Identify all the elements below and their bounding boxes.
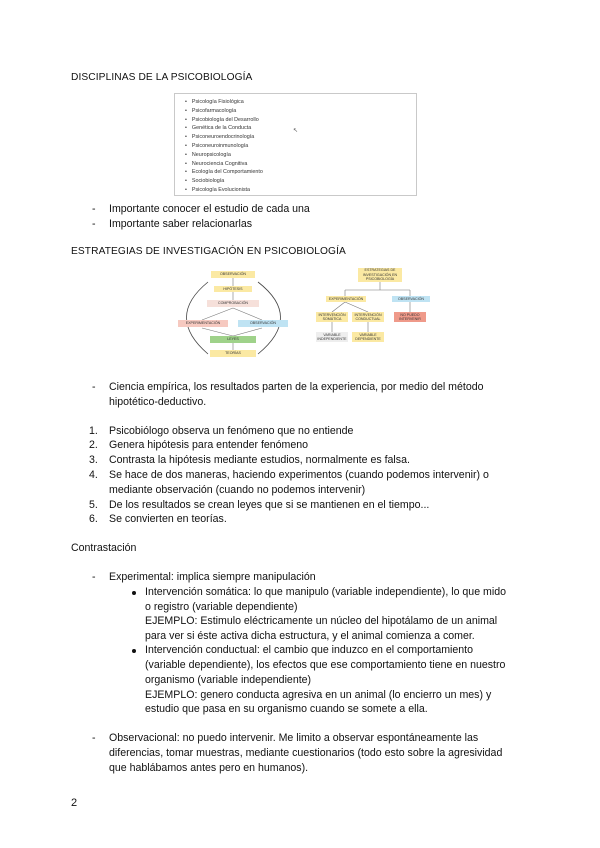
step-number: 2. [89, 439, 98, 451]
discipline-item: • Sociobiología [185, 177, 263, 186]
ciencia-line-2: hipotético-deductivo. [109, 396, 207, 408]
page-number: 2 [71, 797, 78, 809]
box-intervencion-somatica: INTERVENCIÓN SOMÁTICA [316, 312, 348, 322]
step-number: 3. [89, 454, 98, 466]
discipline-item: • Genética de la Conducta [185, 124, 263, 133]
discipline-item: • Psiconeuroinmunología [185, 142, 263, 151]
dash-marker: - [92, 732, 96, 744]
discipline-item: • Ecología del Comportamiento [185, 168, 263, 177]
bullet-importante-1: Importante conocer el estudio de cada una [109, 203, 310, 215]
bullet-dot [132, 649, 136, 653]
experimental-line: Experimental: implica siempre manipulación [109, 571, 316, 583]
heading-estrategias: ESTRATEGIAS DE INVESTIGACIÓN EN PSICOBIOLOGÍA [71, 246, 346, 257]
ciencia-line-1: Ciencia empírica, los resultados parten de la experiencia, por medio del método [109, 381, 484, 393]
somatica-line-1: Intervención somática: lo que manipulo (variable independiente), lo que mido [145, 586, 506, 598]
discipline-item: • Psicobiología del Desarrollo [185, 116, 263, 125]
heading-disciplinas: DISCIPLINAS DE LA PSICOBIOLOGÍA [71, 72, 253, 83]
step-number: 5. [89, 499, 98, 511]
dash-marker: - [92, 203, 96, 215]
diagram-lines [160, 262, 448, 360]
discipline-item: • Psicofarmacología [185, 107, 263, 116]
strategies-diagram [160, 262, 448, 360]
step-number: 1. [89, 425, 98, 437]
conductual-line-1: Intervención conductual: el cambio que induzco en el comportamiento [145, 644, 474, 656]
box-observacion-right: OBSERVACIÓN [392, 296, 430, 302]
dash-marker: - [92, 571, 96, 583]
disciplines-figure [174, 93, 417, 196]
step-number: 6. [89, 513, 98, 525]
step-4-line-1: Se hace de dos maneras, haciendo experimentos (cuando podemos intervenir) o [109, 469, 489, 481]
step-1: Psicobiólogo observa un fenómeno que no entiende [109, 425, 354, 437]
step-number: 4. [89, 469, 98, 481]
dash-marker: - [92, 218, 96, 230]
discipline-item: • Psiconeuroendocrinología [185, 133, 263, 142]
conductual-line-4: EJEMPLO: genero conducta agresiva en un animal (lo encierro un mes) y [145, 689, 492, 701]
step-6: Se convierten en teorías. [109, 513, 227, 525]
cursor-icon: ↖ [293, 128, 299, 134]
discipline-item: • Psicología Evolucionista [185, 186, 263, 195]
box-variable-independiente: VARIABLE INDEPENDIENTE [317, 332, 347, 341]
discipline-item: • Psicología Fisiológica [185, 98, 263, 107]
conductual-line-2: (variable dependiente), los efectos que ese comportamiento tiene en nuestro [145, 659, 506, 671]
box-hipotesis: HIPÓTESIS [214, 286, 252, 292]
step-4-line-2: mediante observación (cuando no podemos intervenir) [109, 484, 366, 496]
box-experimentacion-right: EXPERIMENTACIÓN [326, 296, 366, 302]
observacional-line-1: Observacional: no puedo intervenir. Me limito a observar espontáneamente las [109, 732, 479, 744]
box-intervencion-conductual: INTERVENCIÓN CONDUCTUAL [352, 312, 384, 322]
bullet-importante-2: Importante saber relacionarlas [109, 218, 253, 230]
somatica-line-2: o registro (variable dependiente) [145, 601, 298, 613]
box-no-puedo-intervenir: NO PUEDO INTERVENIR [394, 312, 426, 322]
somatica-line-4: para ver si éste activa dicha estructura, y el animal comienza a comer. [145, 630, 475, 642]
box-comprobacion: COMPROBACIÓN [207, 300, 259, 307]
step-3: Contrasta la hipótesis mediante estudios, normalmente es falsa. [109, 454, 410, 466]
somatica-line-3: EJEMPLO: Estimulo eléctricamente un núcleo del hipotálamo de un animal [145, 615, 498, 627]
step-2: Genera hipótesis para entender fenómeno [109, 439, 309, 451]
conductual-line-5: estudio que pasa en su organismo cuando se somete a ella. [145, 703, 428, 715]
box-teorias: TEORÍAS [210, 350, 256, 357]
observacional-line-2: diferencias, tomar muestras, mediante cuestionarios (todo esto sobre la agresividad [109, 747, 503, 759]
disciplines-list [185, 98, 263, 195]
box-estrategias-root: ESTRATEGIAS DE INVESTIGACIÓN EN PSICOBIOLOGÍA [358, 268, 402, 282]
step-5: De los resultados se crean leyes que si se mantienen en el tiempo... [109, 499, 430, 511]
discipline-item: • Neuropsicología [185, 151, 263, 160]
bullet-dot [132, 591, 136, 595]
observacional-line-3: que hablábamos antes pero en humanos). [109, 762, 309, 774]
box-variable-dependiente: VARIABLE DEPENDIENTE [352, 332, 384, 342]
heading-contrastacion: Contrastación [71, 542, 137, 554]
box-observacion: OBSERVACIÓN [238, 320, 288, 327]
box-leyes: LEYES [210, 336, 256, 343]
discipline-item: • Neurociencia Cognitiva [185, 160, 263, 169]
conductual-line-3: organismo (variable independiente) [145, 674, 312, 686]
box-observacion-top: OBSERVACIÓN [211, 271, 255, 278]
dash-marker: - [92, 381, 96, 393]
box-experimentacion: EXPERIMENTACIÓN [178, 320, 228, 327]
